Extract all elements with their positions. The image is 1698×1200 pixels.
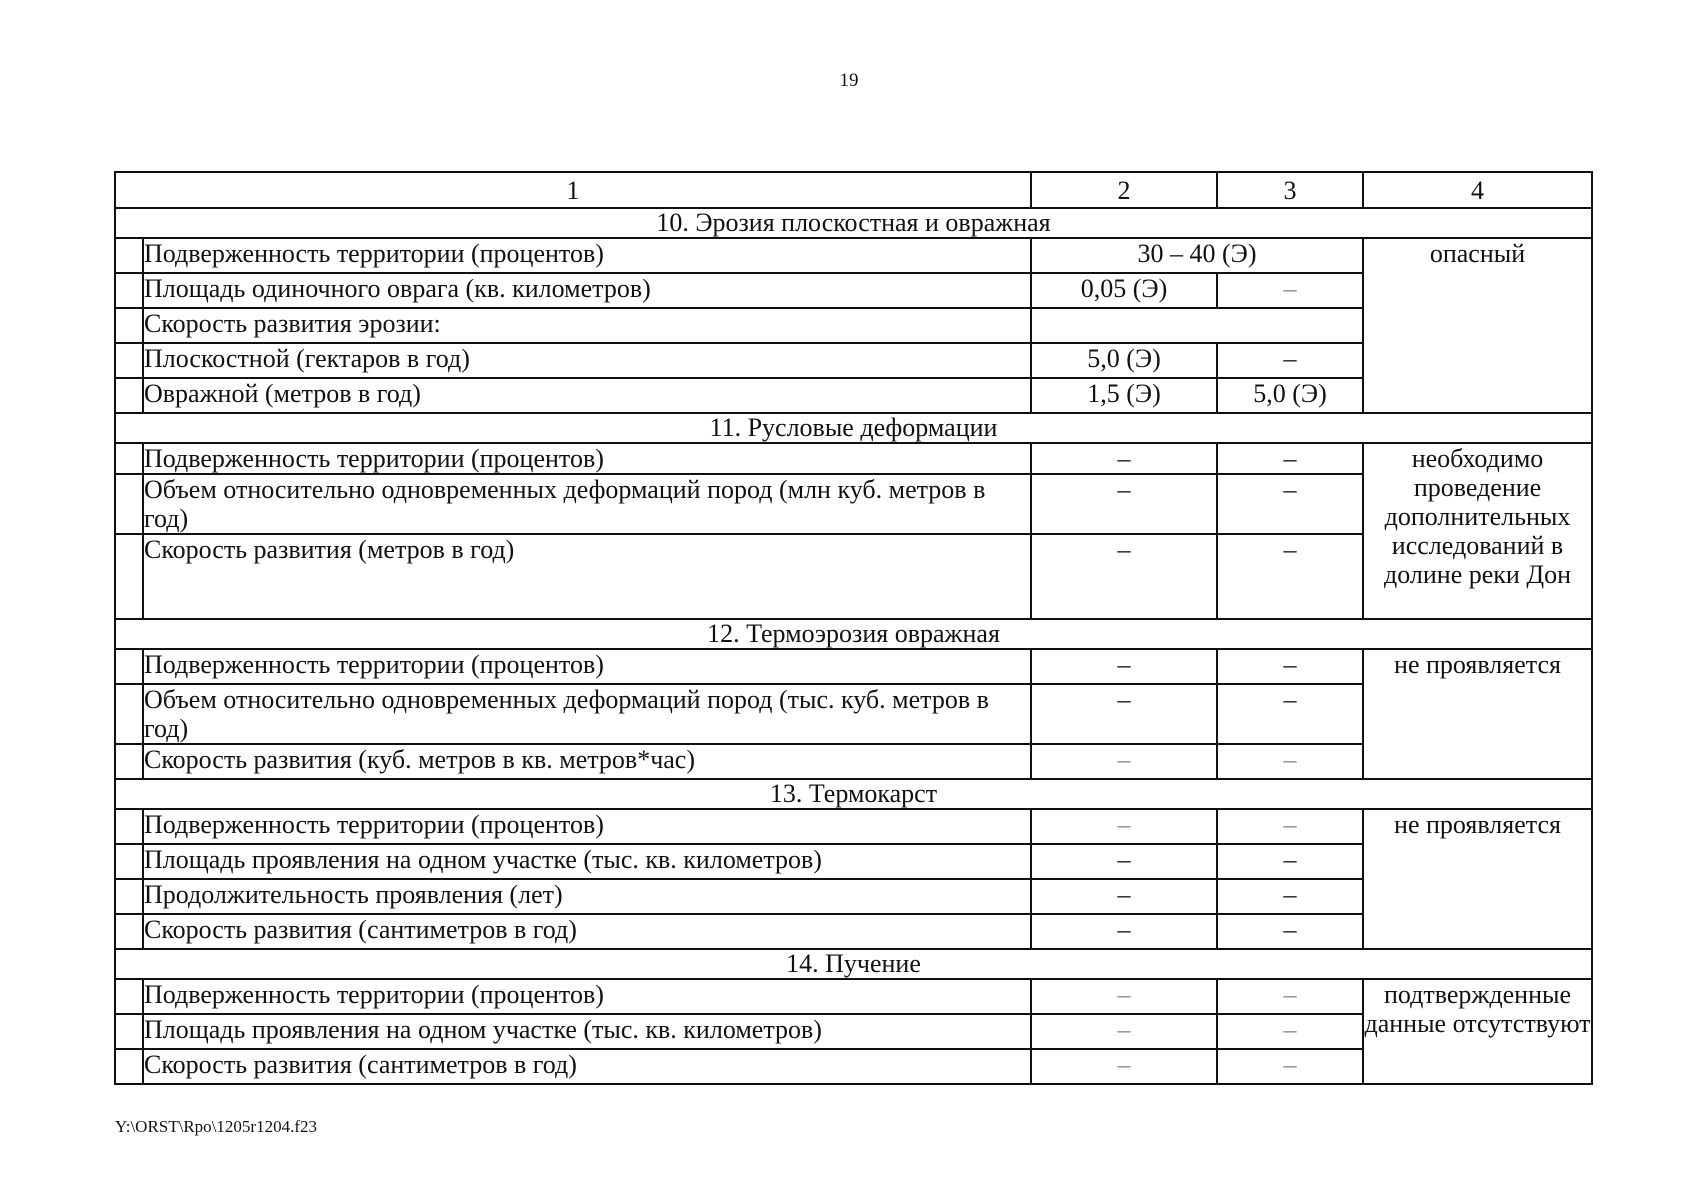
section-heading-row [115, 779, 1592, 809]
table-row [115, 238, 1592, 273]
row-value-col2: – [1031, 649, 1217, 684]
row-label: Скорость развития (сантиметров в год) [143, 914, 1031, 949]
row-value-col3: – [1217, 744, 1363, 779]
page-number: 19 [839, 70, 859, 91]
row-value-col3: – [1217, 474, 1363, 534]
row-value-col3: – [1217, 979, 1363, 1014]
row-label: Подверженность территории (процентов) [143, 979, 1031, 1014]
row-value-col3: 5,0 (Э) [1217, 378, 1363, 413]
row-value-col2: – [1031, 474, 1217, 534]
section-title-frost-heave: 14. Пучение [115, 949, 1592, 979]
row-label: Подверженность территории (процентов) [143, 809, 1031, 844]
section-heading-row [115, 619, 1592, 649]
row-value-merged: 30 – 40 (Э) [1031, 238, 1363, 273]
row-label: Объем относительно одновременных деформаций пород (млн куб. метров в год) [143, 474, 1031, 534]
section-assessment-note: не проявляется [1363, 809, 1592, 949]
footer-file-path: Y:\ORST\Rpo\1205r1204.f23 [115, 1117, 317, 1136]
row-label: Скорость развития (метров в год) [143, 534, 1031, 619]
row-value-col3: – [1217, 809, 1363, 844]
row-label: Площадь проявления на одном участке (тыс. кв. километров) [143, 844, 1031, 879]
section-assessment-note: не проявляется [1363, 649, 1592, 779]
row-value-col3: – [1217, 844, 1363, 879]
row-value-col3: – [1217, 273, 1363, 308]
row-value-col2: – [1031, 1014, 1217, 1049]
row-value-col2: 0,05 (Э) [1031, 273, 1217, 308]
row-value-col3: – [1217, 1049, 1363, 1084]
row-value-col2: – [1031, 844, 1217, 879]
row-label: Скорость развития (сантиметров в год) [143, 1049, 1031, 1084]
row-value-col2: 5,0 (Э) [1031, 343, 1217, 378]
section-assessment-note: опасный [1363, 238, 1592, 413]
row-label: Площадь одиночного оврага (кв. километров) [143, 273, 1031, 308]
row-label: Объем относительно одновременных деформаций пород (тыс. куб. метров в год) [143, 684, 1031, 744]
column-header-1: 1 [115, 172, 1031, 208]
section-assessment-note: необходимо проведение дополнительных исследований в долине реки Дон [1363, 443, 1592, 619]
row-label: Подверженность территории (процентов) [143, 238, 1031, 273]
row-value-col2: – [1031, 1049, 1217, 1084]
table-row [115, 443, 1592, 474]
section-heading-row [115, 949, 1592, 979]
row-label: Продолжительность проявления (лет) [143, 879, 1031, 914]
row-value-col2: – [1031, 684, 1217, 744]
row-value-col3: – [1217, 914, 1363, 949]
section-title-channel-deformation: 11. Русловые деформации [115, 413, 1592, 443]
table-row [115, 979, 1592, 1014]
row-value-col3: – [1217, 534, 1363, 619]
column-header-2: 2 [1031, 172, 1217, 208]
row-value-col2: – [1031, 744, 1217, 779]
row-value-col2: – [1031, 534, 1217, 619]
row-label: Овражной (метров в год) [143, 378, 1031, 413]
row-value-col3: – [1217, 684, 1363, 744]
column-header-row [115, 172, 1592, 208]
row-value-col2: – [1031, 809, 1217, 844]
row-label: Плоскостной (гектаров в год) [143, 343, 1031, 378]
row-value-col2: 1,5 (Э) [1031, 378, 1217, 413]
row-value-col3: – [1217, 443, 1363, 474]
row-value-col2: – [1031, 979, 1217, 1014]
section-title-erosion: 10. Эрозия плоскостная и овражная [115, 208, 1592, 238]
table-row [115, 809, 1592, 844]
row-value-col3: – [1217, 649, 1363, 684]
row-value-merged [1031, 308, 1363, 343]
row-label: Площадь проявления на одном участке (тыс. кв. километров) [143, 1014, 1031, 1049]
row-label: Подверженность территории (процентов) [143, 649, 1031, 684]
section-heading-row [115, 208, 1592, 238]
row-value-col3: – [1217, 1014, 1363, 1049]
section-assessment-note: подтвержденные данные отсутствуют [1363, 979, 1592, 1084]
column-header-4: 4 [1363, 172, 1592, 208]
row-value-col3: – [1217, 879, 1363, 914]
row-value-col2: – [1031, 443, 1217, 474]
row-label: Подверженность территории (процентов) [143, 443, 1031, 474]
row-label: Скорость развития (куб. метров в кв. метров*час) [143, 744, 1031, 779]
section-title-thermokarst: 13. Термокарст [115, 779, 1592, 809]
section-title-thermoerosion: 12. Термоэрозия овражная [115, 619, 1592, 649]
row-value-col2: – [1031, 914, 1217, 949]
column-header-3: 3 [1217, 172, 1363, 208]
table-row [115, 649, 1592, 684]
row-label: Скорость развития эрозии: [143, 308, 1031, 343]
row-value-col3: – [1217, 343, 1363, 378]
section-heading-row [115, 413, 1592, 443]
hazard-table [114, 171, 1593, 1085]
row-value-col2: – [1031, 879, 1217, 914]
